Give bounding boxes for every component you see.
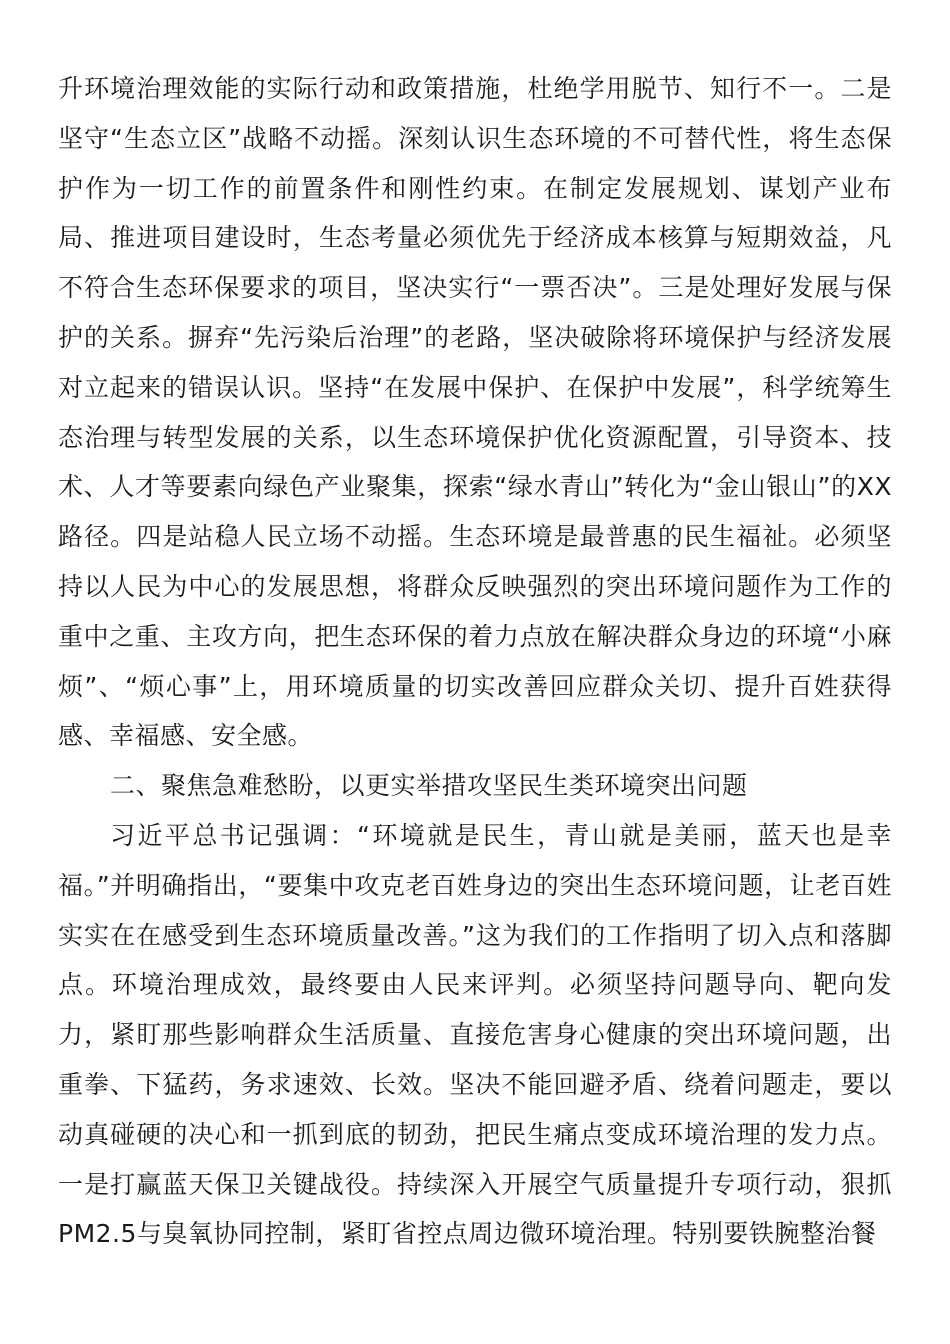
body-paragraph-1: 升环境治理效能的实际行动和政策措施，杜绝学用脱节、知行不一。二是坚守“生态立区”战略不动摇。深刻认识生态环境的不可替代性，将生态保护作为一切工作的前置条件和刚性约束。在制定发展规划、谋划产业布局、推进项目建设时，生态考量必须优先于经济成本核算与短期效益，凡不符合生态环保要求的项目，坚决实行“一票否决”。三是处理好发展与保护的关系。摒弃“先污染后治理”的老路，坚决破除将环境保护与经济发展对立起来的错误认识。坚持“在发展中保护、在保护中发展”，科学统筹生态治理与转型发展的关系，以生态环境保护优化资源配置，引导资本、技术、人才等要素向绿色产业聚集，探索“绿水青山”转化为“金山银山”的XX路径。四是站稳人民立场不动摇。生态环境是最普惠的民生福祉。必须坚持以人民为中心的发展思想，将群众反映强烈的突出环境问题作为工作的重中之重、主攻方向，把生态环保的着力点放在解决群众身边的环境“小麻烦”、“烦心事”上，用环境质量的切实改善回应群众关切、提升百姓获得感、幸福感、安全感。: [58, 74, 892, 751]
body-paragraph-2: 习近平总书记强调：“环境就是民生，青山就是美丽，蓝天也是幸福。”并明确指出，“要集中攻克老百姓身边的突出生态环境问题，让老百姓实实在在感受到生态环境质量改善。”这为我们的工作指明了切入点和落脚点。环境治理成效，最终要由人民来评判。必须坚持问题导向、靶向发力，紧盯那些影响群众生活质量、直接危害身心健康的突出环境问题，出重拳、下猛药，务求速效、长效。坚决不能回避矛盾、绕着问题走，要以动真碰硬的决心和一抓到底的韧劲，把民生痛点变成环境治理的发力点。一是打赢蓝天保卫关键战役。持续深入开展空气质量提升专项行动，狠抓PM2.5与臭氧协同控制，紧盯省控点周边微环境治理。特别要铁腕整治餐: [58, 820, 892, 1249]
section-heading: 二、聚焦急难愁盼，以更实举措攻坚民生类环境突出问题: [110, 771, 748, 801]
document-page: [58, 64, 892, 1259]
